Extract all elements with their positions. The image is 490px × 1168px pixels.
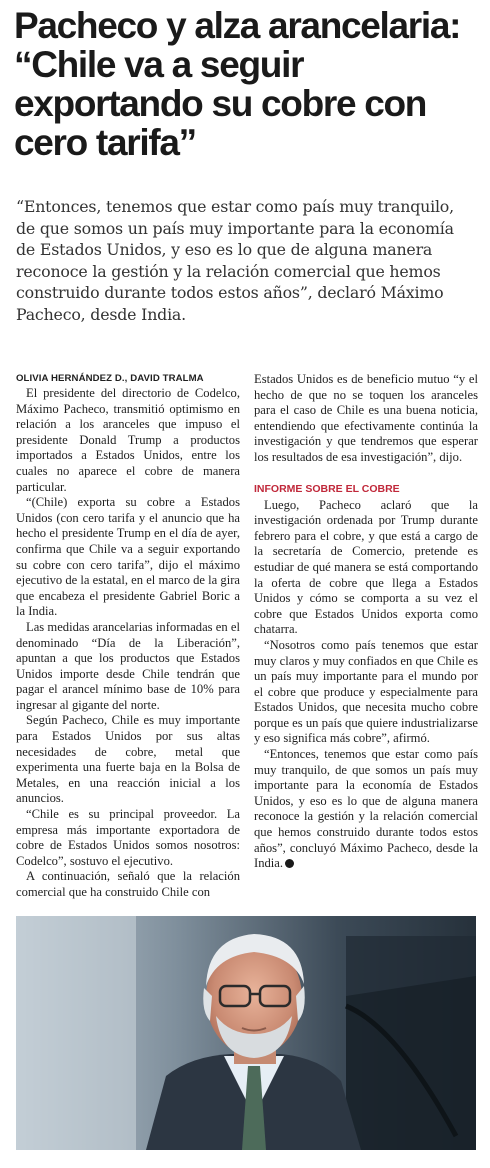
paragraph bbox=[254, 747, 478, 872]
paragraph: “(Chile) exporta su cobre a Estados Unidos (con cero tarifa y el anuncio que ha hecho el presidente Trump en el día de ayer, confirma que Chile va a seguir exportando su cobre con cero tarifa”, dijo el máximo ejecutivo de la estatal, en el marco de la gira que encabeza el presidente Gabriel Boric a la India. bbox=[16, 495, 240, 619]
portrait-photo bbox=[16, 916, 476, 1150]
article-body bbox=[16, 372, 478, 902]
paragraph: Las medidas arancelarias informadas en el denominado “Día de la Liberación”, apuntan a que los productos que Estados Unidos importe desde Chile tendrán que pagar el arancel mínimo base de 10% para ingresar al gigante del norte. bbox=[16, 619, 240, 712]
paragraph: Luego, Pacheco aclaró que la investigación ordenada por Trump durante febrero para el cobre, y que está a cargo de la secretaría de Comercio, pretende es estudiar de qué manera se está comportando la oferta de cobre que llega a Estados Unidos y cómo se comporta a su vez el cobre que Estados Unidos exporta como chatarra. bbox=[254, 497, 478, 637]
paragraph: “Chile es su principal proveedor. La empresa más importante exportadora de cobre de Estados Unidos somos nosotros: Codelco”, sostuvo el ejecutivo. bbox=[16, 807, 240, 868]
column-right bbox=[254, 372, 478, 902]
portrait-photo-illustration bbox=[16, 916, 476, 1150]
paragraph: “Nosotros como país tenemos que estar muy claros y muy confiados en que Chile es un país muy importante para el mundo por el cobre que produce y especialmente para Estados Unidos, que necesita mucho cobre porque es un país que quiere industrializarse y eso significa más cobre”, afirmó. bbox=[254, 637, 478, 746]
paragraph-text: “Entonces, tenemos que estar como país muy tranquilo, de que somos un país muy importante para la economía de Estados Unidos, y eso es lo que de alguna manera reconoce la gestión y la relación comercial que hemos construido durante todos estos años”, concluyó Máximo Pacheco, desde la India. bbox=[254, 747, 478, 871]
end-of-article-icon bbox=[285, 859, 294, 868]
column-left bbox=[16, 372, 240, 902]
lead-quote: “Entonces, tenemos que estar como país muy tranquilo, de que somos un país muy importante para la economía de Estados Unidos, y eso es lo que de alguna manera reconoce la gestión y la relación comercial que hemos construido durante todos estos años”, declaró Máximo Pacheco, desde India. bbox=[16, 197, 454, 324]
paragraph: A continuación, señaló que la relación comercial que ha construido Chile con bbox=[16, 869, 240, 899]
paragraph-continued: Estados Unidos es de beneficio mutuo “y el hecho de que no se toquen los aranceles para el caso de Chile es una buena noticia, entendiendo que efectivamente continúa la investigación y que tendremos que esperar los resultados de esa investigación”, dijo. bbox=[254, 372, 478, 464]
section-subhead: INFORME SOBRE EL COBRE bbox=[254, 482, 400, 495]
byline: OLIVIA HERNÁNDEZ D., DAVID TRALMA bbox=[16, 373, 204, 384]
headline: Pacheco y alza arancelaria: “Chile va a seguir exportando su cobre con cero tarifa” bbox=[14, 5, 461, 163]
paragraph: Según Pacheco, Chile es muy importante para Estados Unidos por sus altas necesidades de cobre, metal que experimenta una fuerte baja en la Bolsa de Metales, en una reacción inicial a los anuncios. bbox=[16, 713, 240, 806]
paragraph: El presidente del directorio de Codelco, Máximo Pacheco, transmitió optimismo en relación a los aranceles que impuso el presidente Donald Trump a productos importados a Estados Unidos, entre los cuales no aparece el cobre de manera particular. bbox=[16, 386, 240, 494]
